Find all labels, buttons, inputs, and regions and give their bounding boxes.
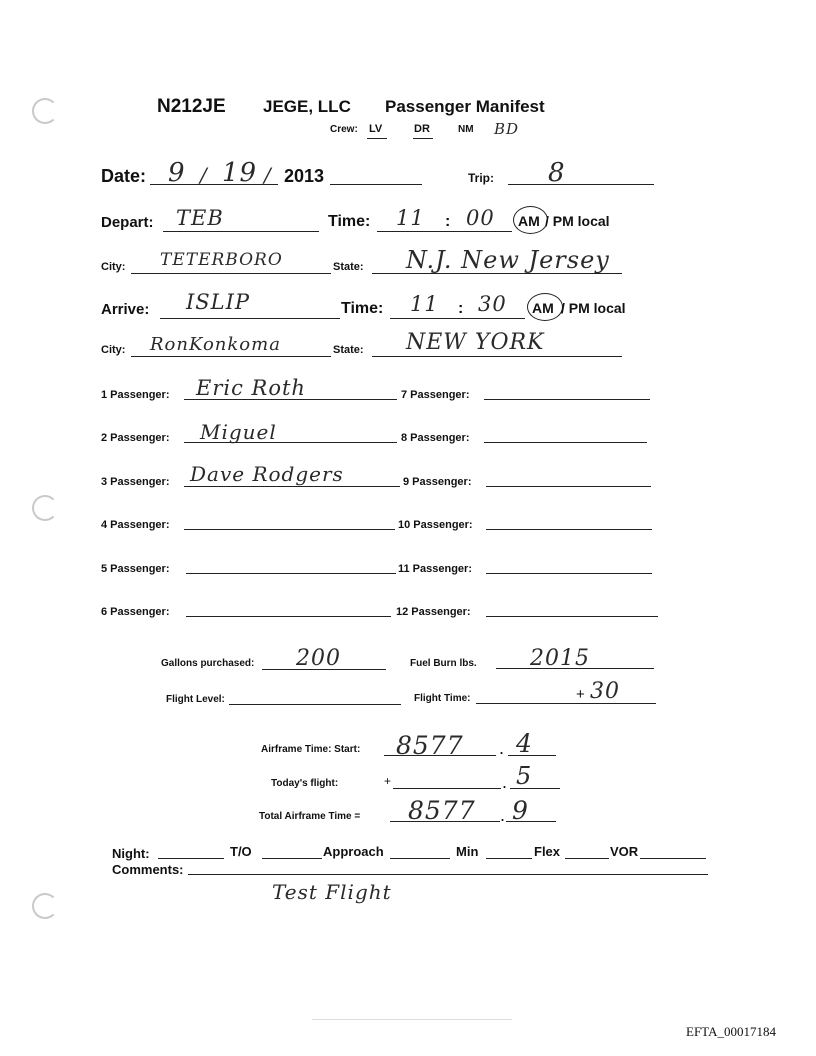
todays-flight-tenth-line — [510, 788, 560, 789]
date-day[interactable]: 19 — [222, 158, 258, 188]
total-airframe-tenth[interactable]: 9 — [512, 796, 529, 825]
depart-state[interactable]: N.J. New Jersey — [406, 246, 610, 274]
passenger-line — [486, 573, 652, 574]
scan-artifact-line — [312, 1019, 512, 1020]
passenger-line — [186, 616, 391, 617]
comments-label: Comments: — [112, 862, 184, 877]
approach-label: Approach — [323, 844, 384, 859]
date-year: 2013 — [284, 166, 325, 186]
passenger-line — [486, 529, 652, 530]
arrive-colon: : — [458, 300, 464, 317]
passenger-label: 7 Passenger: — [401, 389, 470, 401]
total-airframe-label: Total Airframe Time = — [259, 811, 361, 822]
crew-dr: DR — [414, 123, 430, 135]
passenger-line — [484, 442, 647, 443]
passenger-label: 1 Passenger: — [101, 389, 170, 401]
passenger-line — [486, 486, 651, 487]
depart-label: Depart: — [101, 214, 154, 231]
gallons-label: Gallons purchased: — [161, 658, 255, 669]
trip-label: Trip: — [468, 171, 494, 185]
depart-am: AM — [518, 213, 540, 229]
passenger-name[interactable]: Dave Rodgers — [190, 462, 344, 486]
depart-city-label: City: — [101, 261, 126, 273]
flight-level-line — [229, 704, 401, 705]
flight-level-label: Flight Level: — [166, 694, 225, 705]
passenger-line — [186, 573, 396, 574]
passenger-label: 12 Passenger: — [396, 606, 471, 618]
arrive-value[interactable]: ISLIP — [186, 290, 251, 314]
date-line — [150, 184, 278, 185]
night-line — [158, 858, 224, 859]
trip-line — [508, 184, 654, 185]
date-year-line — [330, 184, 422, 185]
depart-line — [163, 231, 319, 232]
passenger-line — [486, 616, 658, 617]
passenger-label: 5 Passenger: — [101, 563, 170, 575]
crew-lv-underline — [367, 138, 387, 139]
arrive-time-line — [390, 318, 525, 319]
date-sep: / — [200, 163, 208, 187]
flight-time-plus: + — [576, 686, 585, 703]
arrive-minute[interactable]: 30 — [478, 292, 507, 316]
arrive-line — [160, 318, 340, 319]
depart-ampm-rest: / PM local — [545, 213, 610, 229]
date-month[interactable]: 9 — [168, 158, 186, 188]
depart-hour[interactable]: 11 — [396, 206, 425, 230]
crew-lv: LV — [369, 123, 383, 135]
passenger-label: 2 Passenger: — [101, 432, 170, 444]
passenger-line — [484, 399, 650, 400]
passenger-line — [184, 399, 397, 400]
tail-number: N212JE — [157, 96, 226, 117]
passenger-line — [184, 486, 400, 487]
arrive-state-line — [372, 356, 622, 357]
arrive-city-label: City: — [101, 344, 126, 356]
todays-flight-tenth[interactable]: 5 — [516, 762, 533, 790]
trip-value[interactable]: 8 — [548, 158, 566, 188]
todays-flight-plus: + — [384, 774, 392, 788]
flex-line — [565, 858, 609, 859]
fuel-burn-value[interactable]: 2015 — [530, 646, 590, 671]
date-sep: / — [264, 163, 272, 187]
punch-hole — [32, 98, 58, 124]
depart-city[interactable]: TETERBORO — [160, 250, 283, 270]
page-title: Passenger Manifest — [385, 97, 545, 116]
airframe-start-line — [384, 755, 496, 756]
vor-label: VOR — [610, 844, 639, 859]
arrive-state[interactable]: NEW YORK — [406, 330, 545, 355]
flight-time-label: Flight Time: — [414, 693, 471, 704]
night-label: Night: — [112, 846, 150, 861]
total-airframe-line — [390, 821, 500, 822]
total-airframe-tenth-line — [506, 821, 556, 822]
date-label: Date: — [101, 166, 147, 186]
arrive-hour[interactable]: 11 — [410, 292, 439, 316]
to-line — [262, 858, 322, 859]
passenger-name[interactable]: Miguel — [200, 420, 277, 444]
fuel-burn-label: Fuel Burn lbs. — [410, 658, 477, 669]
depart-minute[interactable]: 00 — [466, 206, 495, 230]
passenger-label: 9 Passenger: — [403, 476, 472, 488]
gallons-value[interactable]: 200 — [296, 646, 341, 671]
fuel-burn-line — [496, 668, 654, 669]
crew-nm: NM — [458, 124, 474, 135]
arrive-label: Arrive: — [101, 301, 150, 318]
arrive-time-label: Time: — [341, 300, 384, 317]
passenger-name[interactable]: Eric Roth — [196, 376, 306, 400]
to-label: T/O — [230, 844, 252, 859]
vor-line — [640, 858, 706, 859]
arrive-city[interactable]: RonKonkoma — [150, 334, 281, 355]
depart-colon: : — [445, 213, 451, 230]
crew-label: Crew: — [330, 124, 358, 135]
total-airframe-whole[interactable]: 8577 — [408, 796, 476, 825]
arrive-city-line — [131, 356, 331, 357]
passenger-line — [184, 529, 395, 530]
crew-dr-underline — [413, 138, 433, 139]
passenger-label: 8 Passenger: — [401, 432, 470, 444]
gallons-line — [262, 669, 386, 670]
depart-value[interactable]: TEB — [176, 206, 224, 230]
passenger-label: 4 Passenger: — [101, 519, 170, 531]
passenger-line — [184, 442, 397, 443]
min-line — [486, 858, 532, 859]
passenger-label: 10 Passenger: — [398, 519, 473, 531]
airframe-start-tenth-line — [508, 755, 556, 756]
todays-flight-dot: . — [502, 772, 508, 792]
passenger-label: 3 Passenger: — [101, 476, 170, 488]
depart-city-line — [131, 273, 331, 274]
airframe-start-dot: . — [499, 738, 505, 758]
passenger-label: 11 Passenger: — [398, 563, 472, 575]
document-id: EFTA_00017184 — [686, 1024, 776, 1039]
flex-label: Flex — [534, 844, 561, 859]
depart-time-line — [377, 231, 512, 232]
approach-line — [390, 858, 450, 859]
airframe-start-tenth[interactable]: 4 — [516, 729, 533, 758]
punch-hole — [32, 893, 58, 919]
todays-flight-label: Today's flight: — [271, 778, 339, 789]
todays-flight-line — [393, 788, 501, 789]
depart-state-label: State: — [333, 261, 364, 273]
punch-hole — [32, 495, 58, 521]
company-name: JEGE, LLC — [263, 97, 351, 116]
comments-line — [188, 874, 708, 875]
min-label: Min — [456, 844, 479, 859]
depart-state-line — [372, 273, 622, 274]
arrive-am: AM — [532, 300, 554, 316]
flight-time-line — [476, 703, 656, 704]
total-airframe-dot: . — [500, 805, 506, 825]
passenger-label: 6 Passenger: — [101, 606, 170, 618]
flight-time-value[interactable]: 30 — [590, 679, 620, 704]
arrive-state-label: State: — [333, 344, 364, 356]
crew-handwritten: BD — [494, 120, 520, 138]
arrive-ampm-rest: / PM local — [561, 300, 626, 316]
airframe-start-whole[interactable]: 8577 — [396, 731, 464, 760]
airframe-start-label: Airframe Time: Start: — [261, 744, 361, 755]
comment-text[interactable]: Test Flight — [272, 880, 392, 904]
depart-time-label: Time: — [328, 213, 371, 230]
